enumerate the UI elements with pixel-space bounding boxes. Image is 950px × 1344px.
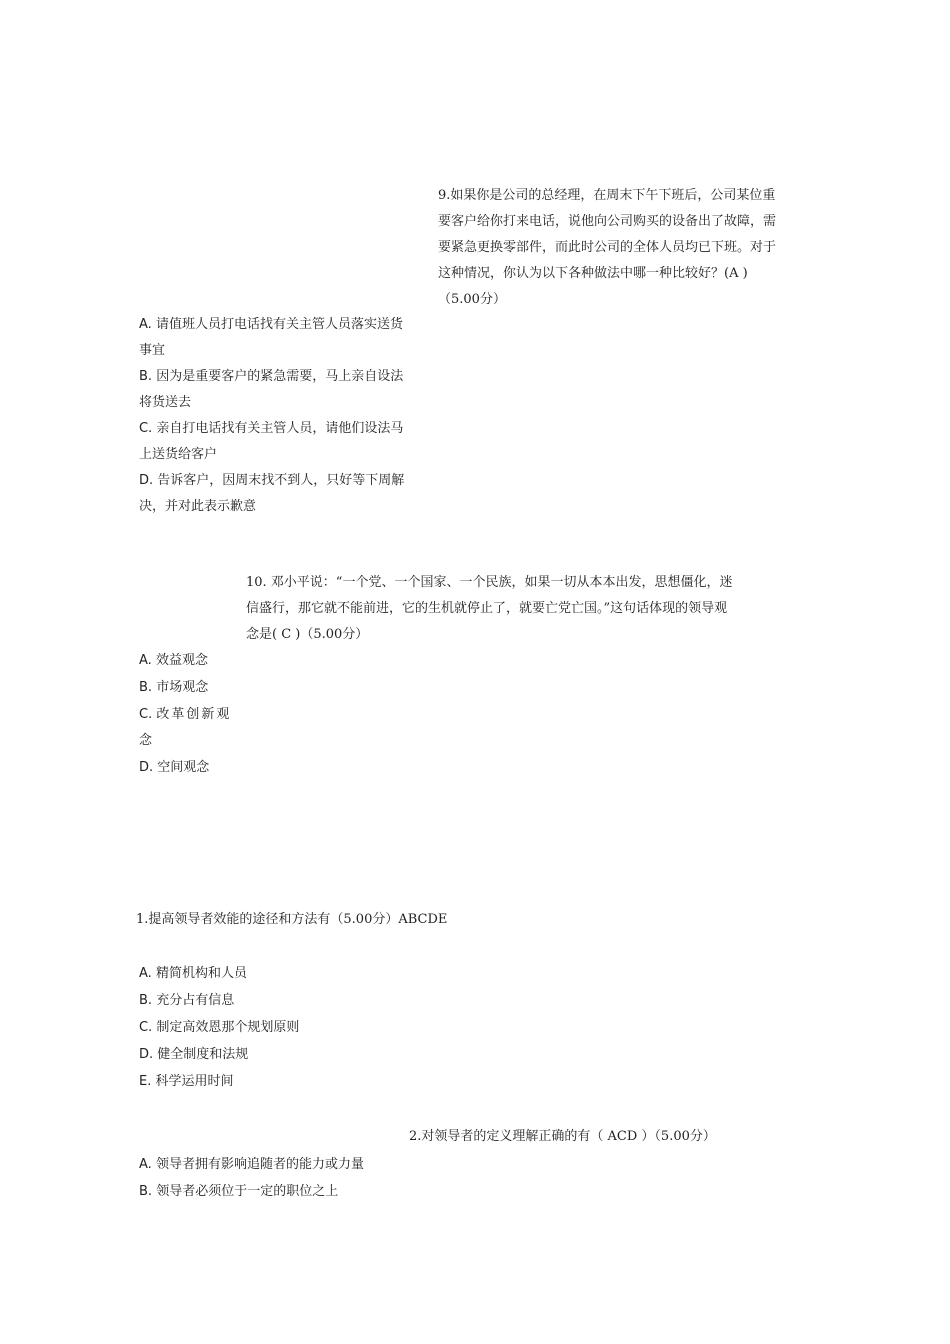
option-text: 念 — [139, 733, 153, 748]
question-9-line: 要紧急更换零部件，而此时公司的全体人员均已下班。对于 — [438, 240, 777, 255]
option-letter: A. — [139, 1157, 152, 1172]
question-10-line: 10. 邓小平说：“一个党、一个国家、一个民族，如果一切从本本出发，思想僵化，迷 — [246, 575, 733, 590]
option-text: 决，并对此表示歉意 — [139, 499, 257, 514]
multi-question-1-option-d — [139, 1042, 248, 1068]
question-9-option-b — [139, 364, 403, 416]
question-title: 1.提高领导者效能的途径和方法有（5.00分）ABCDE — [136, 912, 448, 927]
option-text: 领导者拥有影响追随者的能力或力量 — [155, 1157, 364, 1172]
option-text: 将货送去 — [139, 395, 192, 410]
option-letter: A. — [139, 653, 152, 668]
option-letter: D. — [139, 1047, 154, 1062]
option-text: 充分占有信息 — [156, 993, 235, 1008]
option-letter: B. — [139, 680, 153, 695]
multi-question-2-title — [409, 1124, 716, 1150]
option-letter: C. — [139, 1020, 153, 1035]
question-10-option-d — [139, 755, 209, 781]
option-letter: A. — [139, 317, 152, 332]
option-text: 制定高效恩那个规划原则 — [156, 1020, 300, 1035]
multi-question-1-title — [136, 907, 447, 933]
option-letter: B. — [139, 1184, 153, 1199]
question-9-stem — [438, 183, 776, 313]
option-text: 精简机构和人员 — [155, 966, 247, 981]
question-9-score: （5.00分） — [438, 292, 506, 307]
multi-question-1-option-e — [139, 1069, 234, 1095]
multi-question-1-option-a — [139, 961, 247, 987]
question-10-option-a — [139, 648, 208, 674]
option-letter: D. — [139, 473, 154, 488]
option-letter: E. — [139, 1074, 152, 1089]
option-text: 告诉客户，因周末找不到人，只好等下周解 — [157, 473, 405, 488]
multi-question-1-option-b — [139, 988, 234, 1014]
option-text: 领导者必须位于一定的职位之上 — [156, 1184, 339, 1199]
multi-question-2-option-b — [139, 1179, 338, 1205]
multi-question-2-option-a — [139, 1152, 364, 1178]
option-text: 效益观念 — [155, 653, 208, 668]
option-text: 上送货给客户 — [139, 447, 218, 462]
question-10-option-b — [139, 675, 208, 701]
option-text: 空间观念 — [157, 760, 210, 775]
option-letter: A. — [139, 966, 152, 981]
question-10-stem — [246, 570, 732, 648]
option-text: 健全制度和法规 — [157, 1047, 249, 1062]
question-9-option-a — [139, 312, 403, 364]
option-text: 改革创新观 — [156, 707, 232, 722]
question-9-option-d — [139, 468, 404, 520]
option-letter: D. — [139, 760, 154, 775]
option-text: 请值班人员打电话找有关主管人员落实送货 — [155, 317, 403, 332]
option-text: 科学运用时间 — [155, 1074, 234, 1089]
option-letter: C. — [139, 421, 153, 436]
question-9-option-c — [139, 416, 403, 468]
option-text: 事宜 — [139, 343, 166, 358]
option-text: 因为是重要客户的紧急需要，马上亲自设法 — [156, 369, 404, 384]
question-9-line: 要客户给你打来电话，说他向公司购买的设备出了故障，需 — [438, 214, 777, 229]
question-10-line: 念是( C )（5.00分） — [246, 627, 369, 642]
multi-question-1-option-c — [139, 1015, 299, 1041]
option-letter: B. — [139, 369, 153, 384]
question-title: 2.对领导者的定义理解正确的有（ ACD ）（5.00分） — [409, 1129, 716, 1144]
option-letter: B. — [139, 993, 153, 1008]
question-10-line: 信盛行，那它就不能前进，它的生机就停止了，就要亡党亡国。”这句话体现的领导观 — [246, 601, 728, 616]
question-9-line: 这种情况，你认为以下各种做法中哪一种比较好？(A ) — [438, 266, 748, 281]
question-9-line: 9.如果你是公司的总经理，在周末下午下班后，公司某位重 — [438, 188, 776, 203]
option-text: 亲自打电话找有关主管人员，请他们设法马 — [156, 421, 404, 436]
question-10-option-c — [139, 702, 231, 754]
option-letter: C. — [139, 707, 153, 722]
option-text: 市场观念 — [156, 680, 209, 695]
